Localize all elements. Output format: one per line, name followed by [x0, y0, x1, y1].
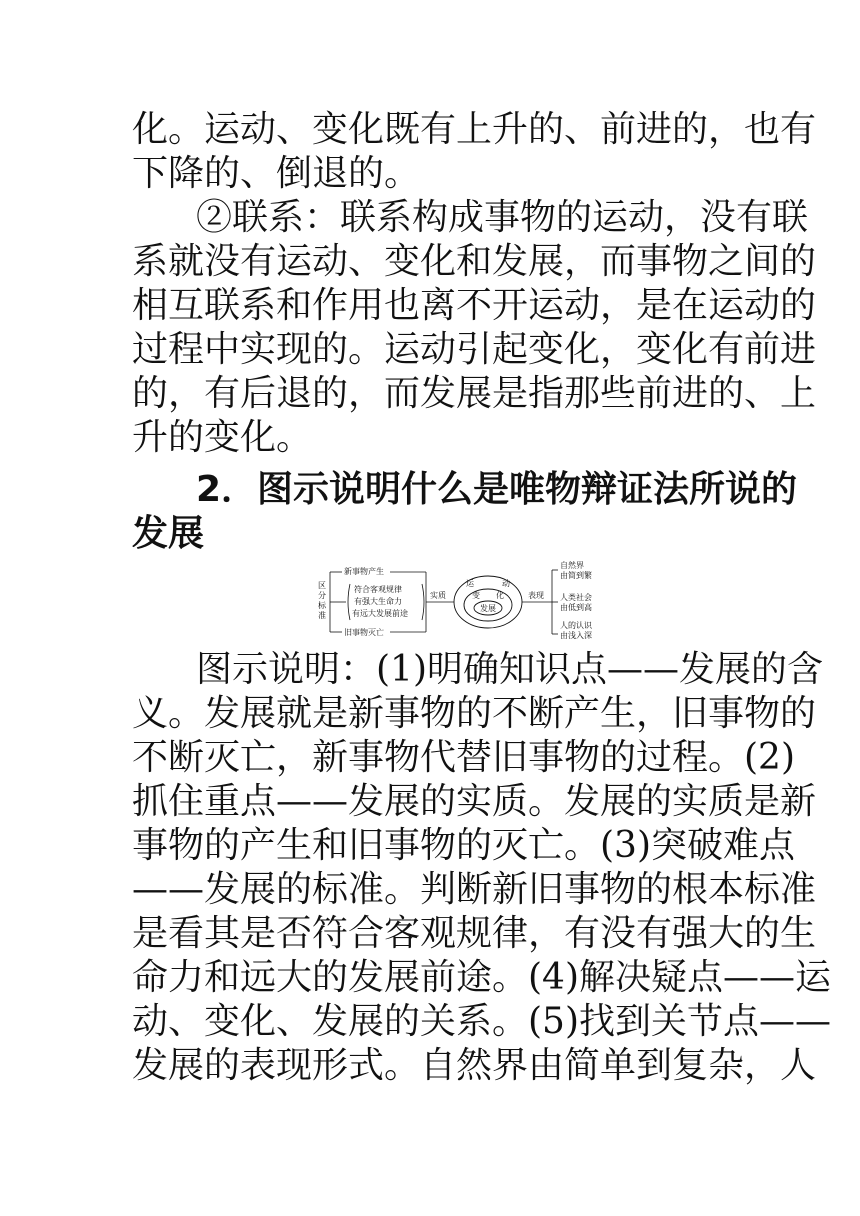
section-heading: 发展: [132, 513, 205, 554]
body-text-line: 的，有后退的，而发展是指那些前进的、上: [132, 373, 817, 414]
diagram-ring-outer: 动: [502, 579, 510, 588]
body-text-line: 下降的、倒退的。: [132, 153, 421, 194]
diagram-left-label-char: 分: [318, 591, 326, 600]
body-text-line: 是看其是否符合客观规律，有没有强大的生: [132, 913, 817, 954]
body-text-line: 升的变化。: [132, 417, 313, 458]
body-text-line: 命力和远大的发展前途。(4)解决疑点——运: [132, 957, 831, 998]
diagram-bottom-item: 旧事物灭亡: [344, 628, 384, 637]
diagram-criterion: 有强大生命力: [354, 597, 402, 606]
body-text-line: 动、变化、发展的关系。(5)找到关节点——: [132, 1001, 831, 1042]
diagram-outcome: 由低到高: [560, 603, 592, 612]
diagram-ring-outer: 运: [466, 579, 474, 588]
body-text-line: 系就没有运动、变化和发展，而事物之间的: [132, 241, 817, 282]
body-text-line: 相互联系和作用也离不开运动，是在运动的: [132, 285, 817, 326]
body-text-line: 化。运动、变化既有上升的、前进的，也有: [132, 109, 817, 150]
diagram-outcome: 由简到繁: [560, 571, 592, 580]
diagram-ring-middle: 化: [496, 591, 504, 600]
diagram-outcome: 由浅入深: [560, 631, 592, 640]
diagram-manifest-label: 表现: [528, 591, 544, 600]
diagram-top-item: 新事物产生: [344, 567, 384, 576]
body-text-line: ②联系：联系构成事物的运动，没有联: [196, 197, 809, 238]
diagram-core: 发展: [480, 604, 496, 613]
diagram-criterion: 有远大发展前途: [352, 609, 408, 618]
body-text-line: 义。发展就是新事物的不断产生，旧事物的: [132, 693, 817, 734]
body-text-line: ——发展的标准。判断新旧事物的根本标准: [132, 869, 817, 910]
section-heading: 2．图示说明什么是唯物辩证法所说的: [196, 469, 798, 510]
development-diagram: [316, 560, 612, 642]
diagram-left-label-char: 准: [318, 611, 326, 620]
body-text-line: 事物的产生和旧事物的灭亡。(3)突破难点: [132, 825, 795, 866]
diagram-outcome: 人类社会: [560, 593, 592, 602]
diagram-left-label-char: 区: [318, 581, 326, 590]
diagram-outcome: 自然界: [560, 561, 584, 570]
diagram-criterion: 符合客观规律: [354, 585, 402, 594]
body-text-line: 发展的表现形式。自然界由简单到复杂，人: [132, 1045, 817, 1086]
body-text-line: 过程中实现的。运动引起变化，变化有前进: [132, 329, 817, 370]
body-text-line: 不断灭亡，新事物代替旧事物的过程。(2): [132, 737, 795, 778]
body-text-line: 抓住重点——发展的实质。发展的实质是新: [132, 781, 817, 822]
diagram-essence-label: 实质: [430, 591, 446, 600]
body-text-line: 图示说明：(1)明确知识点——发展的含: [196, 649, 823, 690]
diagram-outcome: 人的认识: [560, 621, 592, 630]
diagram-ring-middle: 变: [472, 591, 480, 600]
diagram-left-label-char: 标: [318, 601, 326, 610]
